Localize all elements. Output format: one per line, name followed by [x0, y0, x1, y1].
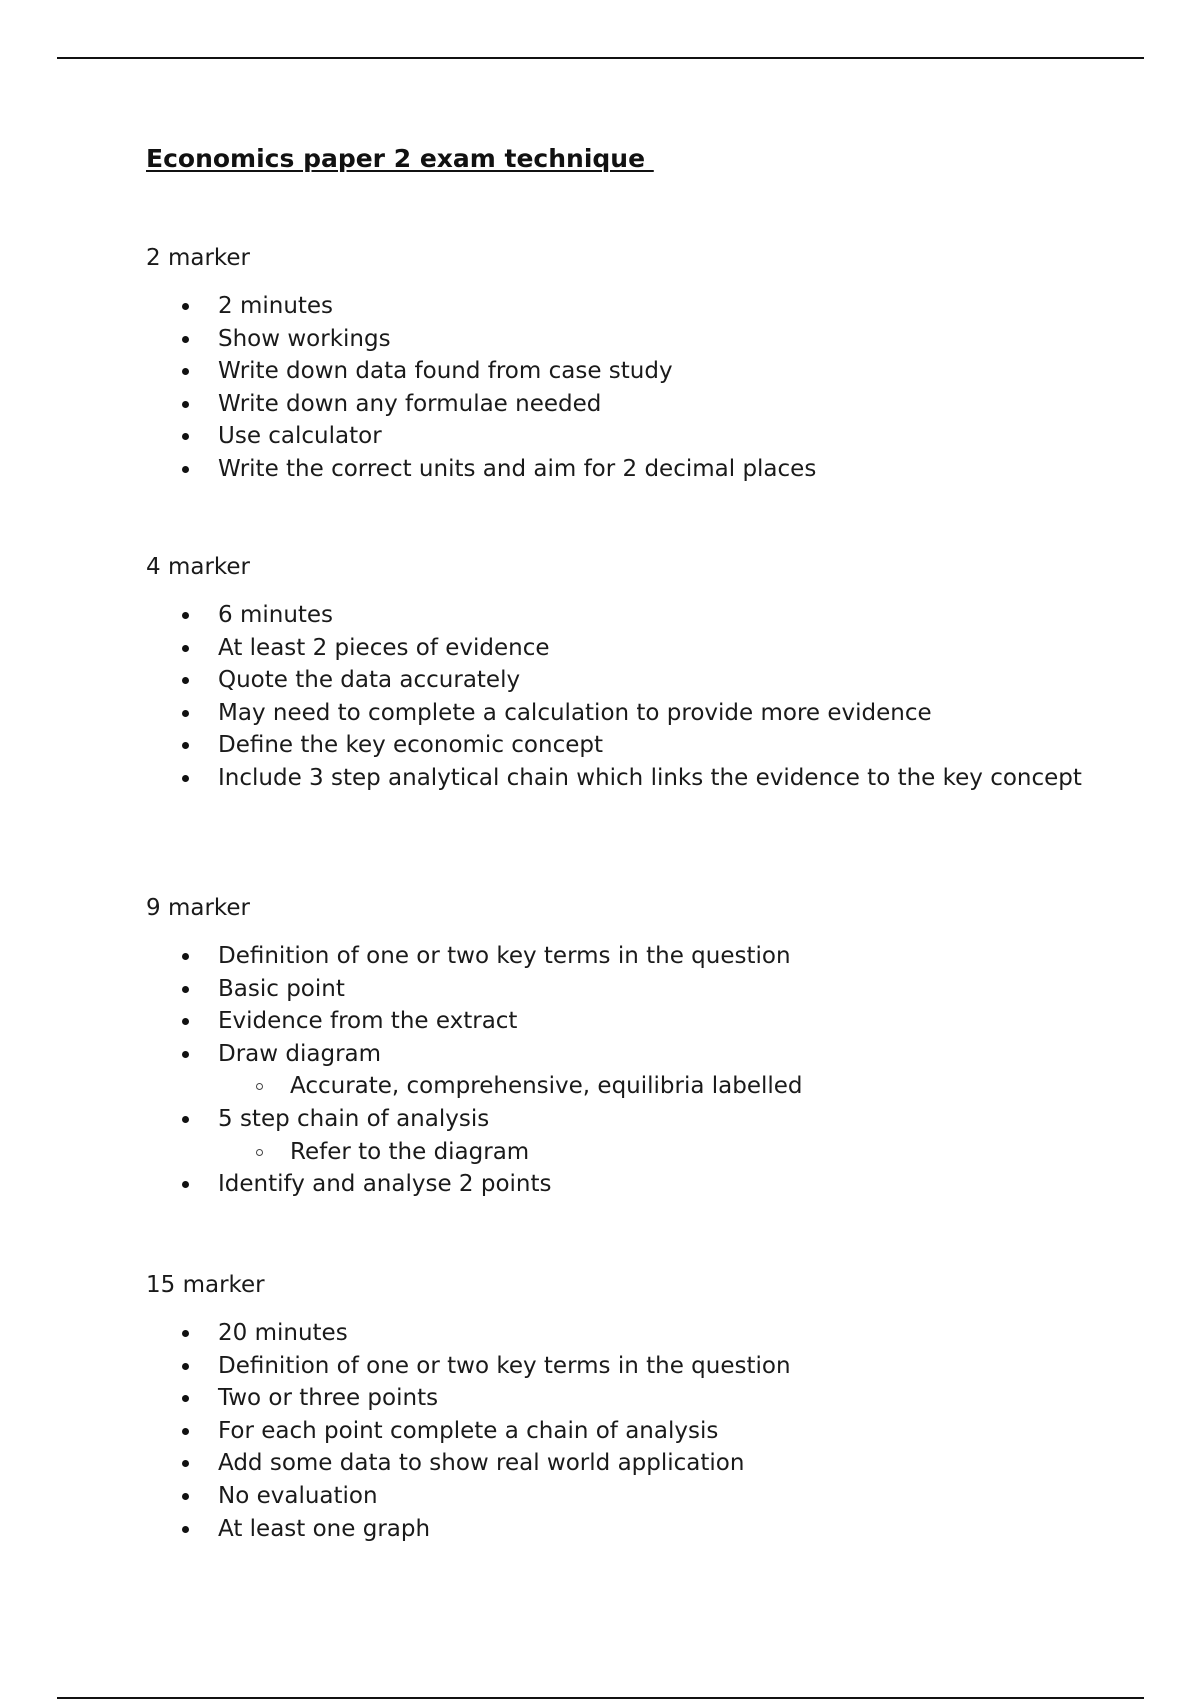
section-heading: 4 marker	[146, 554, 251, 580]
list-item: Show workings	[146, 323, 1096, 356]
sub-list	[218, 1070, 1096, 1103]
list-item: Define the key economic concept	[146, 729, 1096, 762]
section-heading: 9 marker	[146, 895, 251, 921]
list-item-text: 5 step chain of analysis	[218, 1105, 490, 1132]
list-item: At least one graph	[146, 1513, 1096, 1546]
list-item: At least 2 pieces of evidence	[146, 632, 1096, 665]
list-item: For each point complete a chain of analysis	[146, 1415, 1096, 1448]
list-item-text: Draw diagram	[218, 1040, 382, 1067]
list-item: Basic point	[146, 973, 1096, 1006]
section-15-marker	[146, 1270, 1096, 1545]
list-item: May need to complete a calculation to provide more evidence	[146, 697, 1096, 730]
list-item: Definition of one or two key terms in the question	[146, 1350, 1096, 1383]
list-item: Two or three points	[146, 1382, 1096, 1415]
bullet-list	[146, 290, 1096, 486]
section-heading: 2 marker	[146, 245, 251, 271]
list-item: Add some data to show real world application	[146, 1447, 1096, 1480]
section-9-marker	[146, 893, 1096, 1201]
section-heading: 15 marker	[146, 1272, 265, 1298]
list-item: Include 3 step analytical chain which links the evidence to the key concept	[146, 762, 1096, 795]
list-item: Identify and analyse 2 points	[146, 1168, 1096, 1201]
list-item: 6 minutes	[146, 599, 1096, 632]
list-item	[146, 1103, 1096, 1168]
document-title: Economics paper 2 exam technique	[146, 144, 654, 173]
list-item: Write down data found from case study	[146, 355, 1096, 388]
sub-list-item: Refer to the diagram	[218, 1136, 1096, 1169]
list-item: Use calculator	[146, 420, 1096, 453]
section-4-marker	[146, 552, 1096, 795]
header-rule	[57, 57, 1144, 59]
list-item	[146, 1038, 1096, 1103]
list-item: 2 minutes	[146, 290, 1096, 323]
list-item: Write the correct units and aim for 2 decimal places	[146, 453, 1096, 486]
bullet-list	[146, 1317, 1096, 1545]
sub-list	[218, 1136, 1096, 1169]
footer-rule	[57, 1697, 1144, 1699]
list-item: No evaluation	[146, 1480, 1096, 1513]
list-item: Evidence from the extract	[146, 1005, 1096, 1038]
sub-list-item: Accurate, comprehensive, equilibria labelled	[218, 1070, 1096, 1103]
list-item: Write down any formulae needed	[146, 388, 1096, 421]
list-item: Quote the data accurately	[146, 664, 1096, 697]
list-item: Definition of one or two key terms in the question	[146, 940, 1096, 973]
section-2-marker	[146, 243, 1096, 486]
bullet-list	[146, 940, 1096, 1201]
bullet-list	[146, 599, 1096, 795]
list-item: 20 minutes	[146, 1317, 1096, 1350]
